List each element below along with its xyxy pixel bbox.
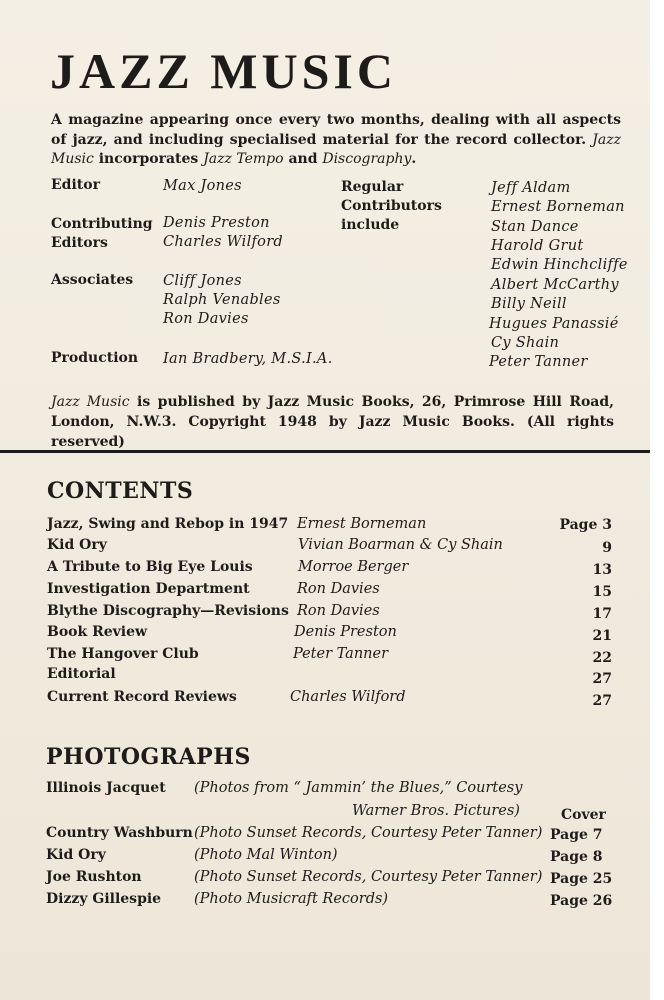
photo-credit: (Photo Sunset Records, Courtesy Peter Tanner) (194, 869, 543, 885)
photo-page: Page 26 (550, 893, 613, 909)
production-label: Production (51, 350, 139, 366)
article-title: Book Review (47, 624, 148, 640)
article-page: 27 (592, 671, 612, 687)
article-author: Ron Davies (297, 603, 380, 619)
associate-name: Ralph Venables (163, 292, 281, 308)
contributing-editor: Denis Preston (163, 215, 270, 231)
publisher-text: is published by Jazz Music Books, 26, Primrose Hill Road, London, N.W.3. Copyright 1948 by Jazz Music Books. (All rights reserved) (51, 394, 615, 450)
contents-row (47, 559, 612, 581)
contents-row (47, 516, 612, 538)
contents-row (47, 624, 612, 646)
contents-row (47, 689, 612, 711)
article-page: 27 (592, 693, 612, 709)
contents-row (47, 646, 612, 668)
article-page: 9 (602, 540, 612, 556)
regular-label: Contributors (341, 198, 442, 214)
article-title: The Hangover Club (47, 646, 199, 662)
intro-text: A magazine appearing once every two months, dealing with all aspects of jazz, and including specialised material for the record collector. (51, 112, 621, 148)
photo-row (46, 780, 616, 824)
associates-label: Associates (51, 272, 134, 288)
article-title: Kid Ory (47, 537, 107, 553)
photo-credit: (Photo Sunset Records, Courtesy Peter Tanner) (194, 825, 543, 841)
article-page: 15 (592, 584, 612, 600)
masthead-title: JAZZ MUSIC (50, 43, 397, 99)
contributing-label: Contributing (51, 216, 153, 232)
regular-contributor: Jeff Aldam (491, 180, 571, 196)
photo-subject: Country Washburn (46, 825, 193, 841)
intro-text: and (288, 151, 318, 167)
intro-text: incorporates (98, 151, 199, 167)
contributing-label: Editors (51, 235, 108, 251)
regular-label: Regular (341, 179, 404, 195)
article-author: Denis Preston (294, 624, 397, 640)
page-edge (650, 0, 664, 1000)
photo-page: Page 25 (550, 871, 613, 887)
photo-subject: Illinois Jacquet (46, 780, 166, 796)
article-page: 21 (592, 628, 612, 644)
article-author: Ron Davies (297, 581, 380, 597)
photographs-heading: PHOTOGRAPHS (46, 744, 251, 770)
publisher-notice (51, 392, 614, 452)
contents-row (47, 581, 612, 603)
article-author: Peter Tanner (293, 646, 389, 662)
photo-row (46, 847, 616, 869)
regular-contributor: Peter Tanner (489, 354, 588, 370)
regular-contributor: Harold Grut (491, 238, 584, 254)
photo-credit: (Photo Mal Winton) (194, 847, 338, 863)
photo-subject: Kid Ory (46, 847, 106, 863)
regular-label: include (341, 217, 400, 233)
contents-row (47, 603, 612, 625)
photo-row (46, 869, 616, 891)
photo-credit: Warner Bros. Pictures) (352, 803, 520, 819)
editor-name: Max Jones (163, 178, 242, 194)
article-author: Morroe Berger (298, 559, 409, 575)
article-title: Current Record Reviews (47, 689, 237, 705)
article-author: Ernest Borneman (297, 516, 427, 532)
photo-credit: (Photo Musicraft Records) (194, 891, 389, 907)
article-title: Jazz, Swing and Rebop in 1947 (47, 516, 289, 532)
photo-subject: Dizzy Gillespie (46, 891, 162, 907)
production-name: Ian Bradbery, M.S.I.A. (163, 351, 333, 367)
article-title: Editorial (47, 666, 116, 682)
article-title: A Tribute to Big Eye Louis (47, 559, 253, 575)
photo-row (46, 825, 616, 847)
regular-contributor: Edwin Hinchcliffe (491, 257, 628, 273)
contents-row (47, 666, 612, 688)
editor-label: Editor (51, 177, 100, 193)
publisher-magazine-name: Jazz Music (51, 394, 130, 410)
photo-page: Page 8 (550, 849, 603, 865)
article-author: Charles Wilford (290, 689, 406, 705)
intro-magazine-name: Jazz Music (51, 131, 621, 167)
regular-contributor: Billy Neill (491, 296, 567, 312)
regular-contributor: Stan Dance (491, 219, 579, 235)
article-title: Blythe Discography—Revisions (47, 603, 289, 619)
regular-contributor: Cy Shain (491, 335, 560, 351)
article-title: Investigation Department (47, 581, 250, 597)
article-author: Vivian Boarman & Cy Shain (298, 537, 503, 553)
associate-name: Cliff Jones (163, 273, 242, 289)
contents-heading: CONTENTS (47, 478, 194, 504)
intro-magazine-name: Discography (322, 151, 412, 167)
associate-name: Ron Davies (163, 311, 249, 327)
photo-subject: Joe Rushton (46, 869, 142, 885)
regular-contributor: Ernest Borneman (491, 199, 625, 215)
photo-page: Cover (561, 807, 606, 823)
article-page: 22 (592, 650, 612, 666)
masthead-intro (51, 111, 621, 170)
regular-contributor: Albert McCarthy (491, 277, 619, 293)
photo-page: Page 7 (550, 827, 603, 843)
intro-magazine-name: Jazz Tempo (203, 151, 284, 167)
article-page: 13 (592, 562, 612, 578)
photo-credit: (Photos from “ Jammin’ the Blues,” Courtesy (194, 780, 523, 796)
article-page: Page 3 (559, 517, 612, 533)
photo-row (46, 891, 616, 913)
contents-row (47, 537, 612, 559)
divider-rule (0, 450, 650, 453)
regular-contributor: Hugues Panassié (489, 316, 619, 332)
article-page: 17 (592, 606, 612, 622)
contributing-editor: Charles Wilford (163, 234, 284, 250)
intro-period: . (411, 151, 417, 167)
